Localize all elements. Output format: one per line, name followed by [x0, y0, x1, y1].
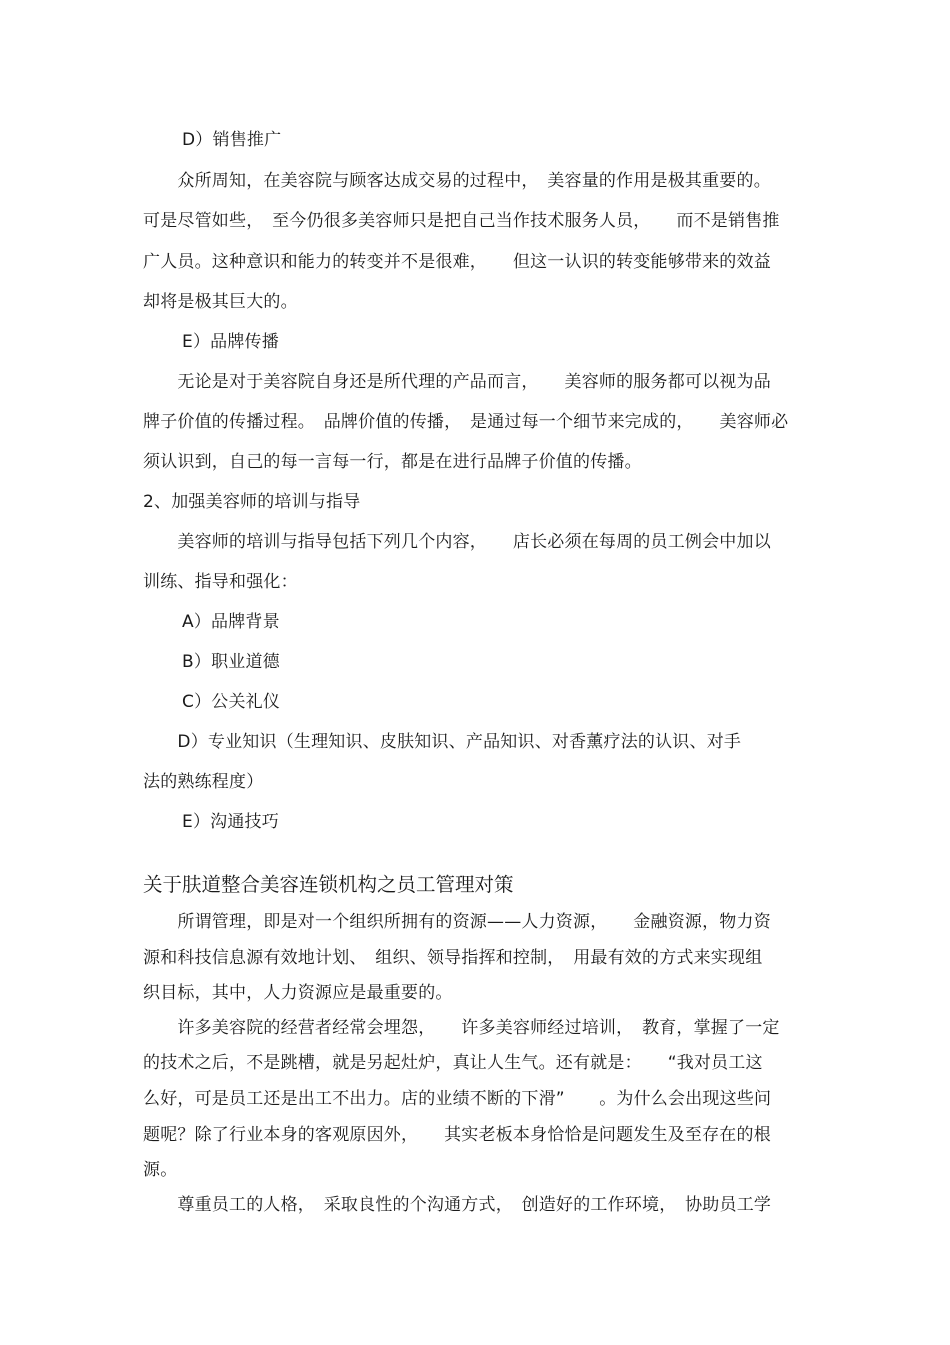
text-line-p-train: 美容师的培训与指导包括下列几个内容， 店长必须在每周的员工例会中加以	[143, 532, 771, 552]
text-line-sec2: 2、加强美容师的培训与指导	[143, 492, 361, 512]
text-line-p-brand: 须认识到，自己的每一言每一行，都是在进行品牌子价值的传播。	[143, 452, 642, 472]
text-line-p-complain: 的技术之后，不是跳槽，就是另起灶炉，真让人生气。还有就是： “我对员工这	[143, 1053, 763, 1073]
text-line-p-sales: 广人员。这种意识和能力的转变并不是很难， 但这一认识的转变能够带来的效益	[143, 252, 771, 272]
text-line-p-brand: 无论是对于美容院自身还是所代理的产品而言， 美容师的服务都可以视为品	[143, 372, 771, 392]
text-line-d-know: 法的熟练程度）	[143, 772, 264, 792]
text-line-b-ethic: B）职业道德	[182, 652, 280, 672]
text-line-p-complain: 么好，可是员工还是出工不出力。店的业绩不断的下滑” 。为什么会出现这些问	[143, 1089, 772, 1109]
text-line-e-comm: E）沟通技巧	[182, 812, 279, 832]
text-line-a-bg: A）品牌背景	[182, 612, 280, 632]
text-line-p-mgmt: 所谓管理，即是对一个组织所拥有的资源——人力资源， 金融资源，物力资	[143, 912, 771, 932]
text-line-c-etiq: C）公关礼仪	[182, 692, 281, 712]
text-line-p-brand: 牌子价值的传播过程。 品牌价值的传播， 是通过每一个细节来完成的， 美容师必	[143, 412, 789, 432]
section-heading: 关于肤道整合美容连锁机构之员工管理对策	[143, 873, 514, 896]
text-line-p-sales: 却将是极其巨大的。	[143, 292, 298, 312]
text-line-p-complain: 源。	[143, 1160, 178, 1180]
text-line-p-mgmt: 织目标，其中，人力资源应是最重要的。	[143, 983, 453, 1003]
text-line-p-sales: 可是尽管如些， 至今仍很多美容师只是把自己当作技术服务人员， 而不是销售推	[143, 211, 780, 231]
text-line-d-know: D）专业知识（生理知识、皮肤知识、产品知识、对香薰疗法的认识、对手	[143, 732, 742, 752]
text-line-p-complain: 题呢？除了行业本身的客观原因外， 其实老板本身恰恰是问题发生及至存在的根	[143, 1125, 771, 1145]
text-line-d-sales: D）销售推广	[182, 130, 282, 150]
text-line-p-respect: 尊重员工的人格， 采取良性的个沟通方式， 创造好的工作环境， 协助员工学	[143, 1195, 772, 1215]
text-line-p-complain: 许多美容院的经营者经常会埋怨， 许多美容师经过培训， 教育，掌握了一定	[143, 1018, 780, 1038]
text-line-p-train: 训练、指导和强化：	[143, 572, 298, 592]
text-line-e-brand: E）品牌传播	[182, 332, 279, 352]
text-line-p-mgmt: 源和科技信息源有效地计划、 组织、领导指挥和控制， 用最有效的方式来实现组	[143, 948, 763, 968]
text-line-p-sales: 众所周知，在美容院与顾客达成交易的过程中， 美容量的作用是极其重要的。	[143, 171, 771, 191]
